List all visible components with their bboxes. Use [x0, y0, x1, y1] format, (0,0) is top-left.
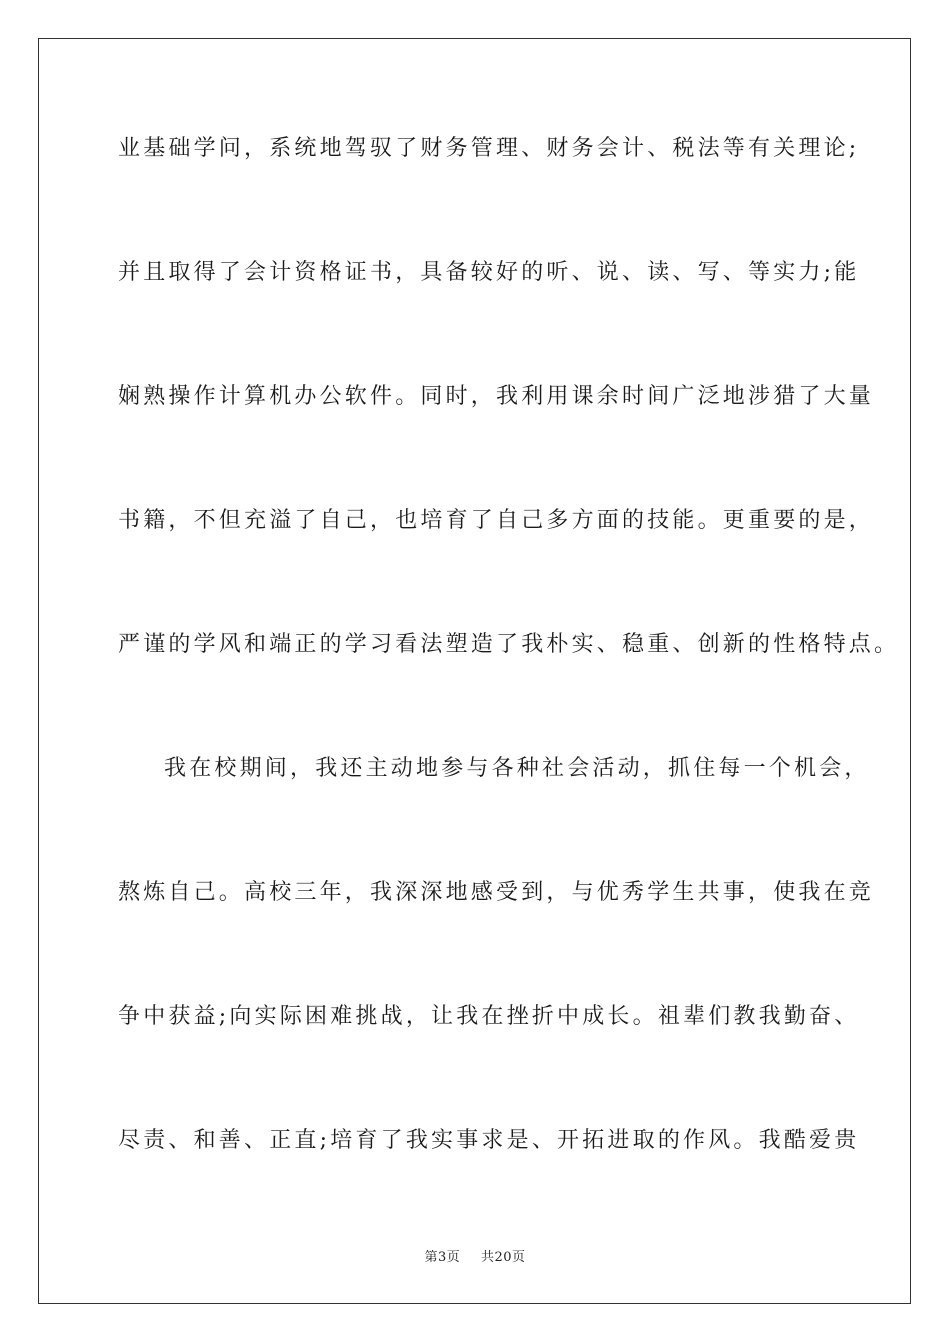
- paragraph-start-line: 我在校期间，我还主动地参与各种社会活动，抓住每一个机会，: [164, 756, 870, 781]
- page-number: 第3页: [424, 1250, 461, 1265]
- page-border: [38, 38, 911, 1304]
- page-footer: [0, 1246, 950, 1265]
- text-line-8: 争中获益;向实际困难挑战，让我在挫折中成长。祖辈们教我勤奋、: [118, 1004, 860, 1029]
- text-line-3: 娴熟操作计算机办公软件。同时，我利用课余时间广泛地涉猎了大量: [118, 384, 875, 409]
- text-line-2: 并且取得了会计资格证书，具备较好的听、说、读、写、等实力;能: [118, 260, 860, 285]
- page-total: 共20页: [480, 1250, 526, 1265]
- text-line-1: 业基础学问，系统地驾驭了财务管理、财务会计、税法等有关理论;: [118, 136, 860, 161]
- text-line-9: 尽责、和善、正直;培育了我实事求是、开拓进取的作风。我酷爱贵: [118, 1128, 860, 1153]
- text-line-7: 熬炼自己。高校三年，我深深地感受到，与优秀学生共事，使我在竞: [118, 880, 875, 905]
- text-line-4: 书籍，不但充溢了自己，也培育了自己多方面的技能。更重要的是，: [118, 508, 875, 533]
- text-line-5: 严谨的学风和端正的学习看法塑造了我朴实、稳重、创新的性格特点。: [118, 632, 900, 657]
